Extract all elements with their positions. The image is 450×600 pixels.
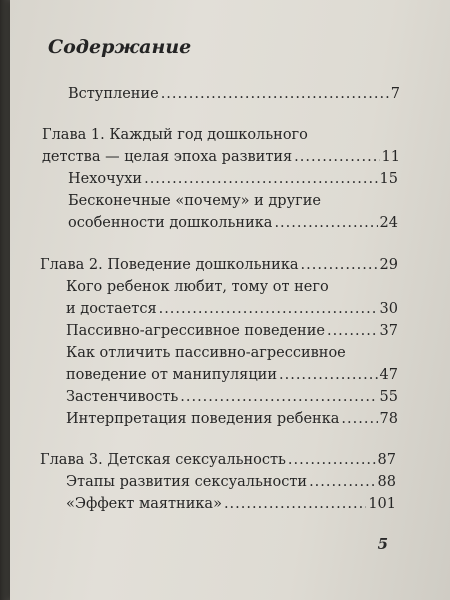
dot-leader: [144, 171, 377, 187]
dot-leader: [159, 301, 378, 317]
toc-entry-label: «Эффект маятника»: [66, 496, 222, 512]
toc-entry-label: Застенчивость: [66, 389, 179, 405]
toc-entry-lyubit: [66, 301, 398, 323]
toc-entry-lyubit-title: Кого ребенок любит, тому от него: [66, 279, 329, 295]
toc-entry-label: Нехочухи: [68, 171, 143, 187]
toc-entry-label: детства — целая эпоха развития: [42, 149, 293, 165]
book-binding-edge: [0, 0, 10, 600]
toc-entry-pendulum: [66, 496, 396, 518]
dot-leader: [341, 411, 377, 427]
toc-entry-page: 11: [381, 149, 400, 165]
dot-leader: [309, 474, 375, 490]
dot-leader: [301, 257, 378, 273]
toc-entry-pochemu-title: Бесконечные «почему» и другие: [68, 193, 321, 209]
dot-leader: [224, 496, 366, 512]
toc-entry-page: 101: [368, 496, 396, 512]
page-number: 5: [377, 535, 388, 553]
toc-entry-page: 88: [377, 474, 396, 490]
toc-entry-passive-aggressive: [66, 323, 398, 345]
toc-entry-stages: [66, 474, 396, 496]
toc-entry-shyness: [66, 389, 398, 411]
toc-entry-label: Глава 3. Детская сексуальность: [40, 452, 286, 468]
toc-chapter-1-title: Глава 1. Каждый год дошкольного: [42, 127, 308, 143]
dot-leader: [288, 452, 376, 468]
dot-leader: [161, 86, 389, 102]
toc-entry-label: Пассивно-агрессивное поведение: [66, 323, 325, 339]
toc-entry-page: 87: [377, 452, 396, 468]
toc-entry-label: Вступление: [68, 86, 159, 102]
book-page: [10, 0, 450, 600]
toc-entry-nehochuhi: [68, 171, 398, 193]
dot-leader: [279, 367, 378, 383]
toc-entry-label: особенности дошкольника: [68, 215, 273, 231]
toc-entry-page: 55: [379, 389, 398, 405]
dot-leader: [274, 215, 377, 231]
dot-leader: [327, 323, 378, 339]
toc-chapter-2: [40, 257, 398, 279]
toc-entry-page: 47: [379, 367, 398, 383]
toc-entry-manipulation-title: Как отличить пассивно-агрессивное: [66, 345, 346, 361]
toc-entry-page: 24: [379, 215, 398, 231]
toc-entry-page: 7: [390, 86, 400, 102]
toc-entry-label: и достается: [66, 301, 157, 317]
toc-entry-pochemu: [68, 215, 398, 237]
toc-entry-page: 37: [379, 323, 398, 339]
toc-heading: Содержание: [48, 36, 192, 58]
dot-leader: [180, 389, 377, 405]
toc-entry-page: 29: [379, 257, 398, 273]
toc-entry-intro: [68, 86, 400, 108]
toc-chapter-3: [40, 452, 396, 474]
toc-entry-label: Этапы развития сексуальности: [66, 474, 308, 490]
toc-entry-page: 30: [379, 301, 398, 317]
toc-chapter-1: [42, 149, 400, 171]
toc-entry-interpretation: [66, 411, 398, 433]
toc-entry-label: Интерпретация поведения ребенка: [66, 411, 340, 427]
toc-entry-page: 15: [379, 171, 398, 187]
table-of-contents: [10, 0, 450, 600]
toc-entry-label: Глава 2. Поведение дошкольника: [40, 257, 299, 273]
toc-entry-label: поведение от манипуляции: [66, 367, 277, 383]
toc-entry-page: 78: [379, 411, 398, 427]
dot-leader: [294, 149, 379, 165]
toc-entry-manipulation: [66, 367, 398, 389]
